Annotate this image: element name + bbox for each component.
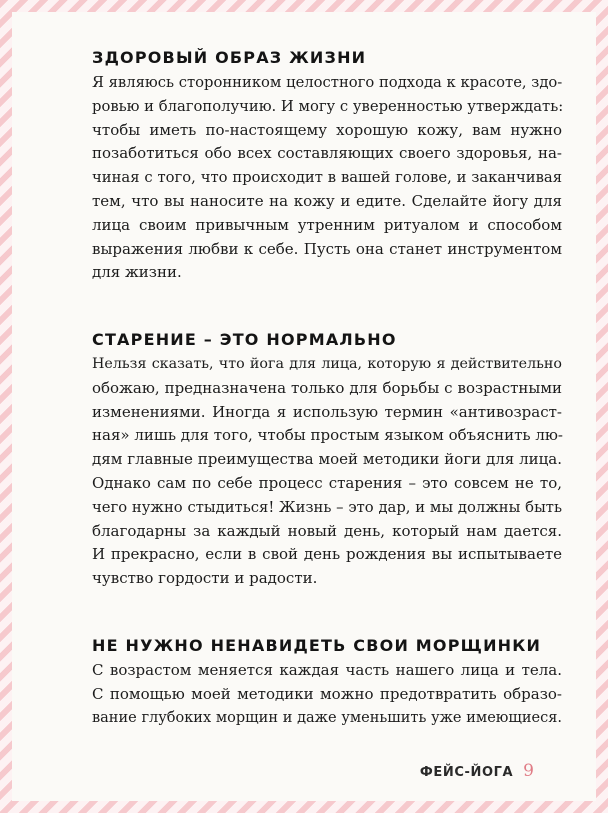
text-line: С помощью моей методики можно предотвратить образо- <box>92 684 562 703</box>
section-heading: НЕ НУЖНО НЕНАВИДЕТЬ СВОИ МОРЩИНКИ <box>92 636 542 655</box>
section-paragraph <box>92 659 562 730</box>
page <box>12 12 596 801</box>
section-healthy-lifestyle <box>92 48 562 285</box>
text-line: чтобы иметь по-настоящему хорошую кожу, вам нужно <box>92 120 562 139</box>
text-line: Нельзя сказать, что йога для лица, которую я действительно <box>92 356 562 372</box>
section-heading: СТАРЕНИЕ – ЭТО НОРМАЛЬНО <box>92 330 397 349</box>
text-line: чего нужно стыдиться! Жизнь – это дар, и мы должны быть <box>92 498 562 516</box>
page-footer <box>420 761 534 781</box>
text-line: вание глубоких морщин и даже уменьшить уже имеющиеся. <box>92 709 562 726</box>
text-line: выражения любви к себе. Пусть она станет инструментом <box>92 239 562 258</box>
text-line: лица своим привычным утренним ритуалом и способом <box>92 215 562 234</box>
section-heading: ЗДОРОВЫЙ ОБРАЗ ЖИЗНИ <box>92 48 367 67</box>
text-line: изменениями. Иногда я использую термин «антивозраст- <box>92 402 562 421</box>
text-line: И прекрасно, если в свой день рождения вы испытываете <box>92 545 562 564</box>
section-aging-normal <box>92 330 562 591</box>
text-line: чувство гордости и радости. <box>92 569 318 588</box>
page-number: 9 <box>523 761 534 781</box>
text-line: Однако сам по себе процесс старения – это совсем не то, <box>92 473 562 492</box>
text-line: С возрастом меняется каждая часть нашего лица и тела. <box>92 661 562 679</box>
section-paragraph <box>92 71 562 285</box>
text-line: чиная с того, что происходит в вашей голове, и заканчивая <box>92 169 562 187</box>
section-paragraph <box>92 353 562 591</box>
text-line: благодарны за каждый новый день, который нам дается. <box>92 521 562 540</box>
text-line: ровью и благополучию. И могу с уверенностью утверждать: <box>92 97 564 115</box>
text-line: дям главные преимущества моей методики йоги для лица. <box>92 450 562 469</box>
section-wrinkles <box>92 636 562 730</box>
text-line: ная» лишь для того, чтобы простым языком объяснить лю- <box>92 426 563 445</box>
text-line: тем, что вы наносите на кожу и едите. Сделайте йогу для <box>92 191 562 210</box>
text-line: обожаю, предназначена только для борьбы с возрастными <box>92 378 562 397</box>
text-line: для жизни. <box>92 263 182 282</box>
text-line: позаботиться обо всех составляющих своего здоровья, на- <box>92 144 562 163</box>
text-line: Я являюсь сторонником целостного подхода к красоте, здо- <box>92 74 563 91</box>
book-title: ФЕЙС-ЙОГА <box>419 765 514 780</box>
